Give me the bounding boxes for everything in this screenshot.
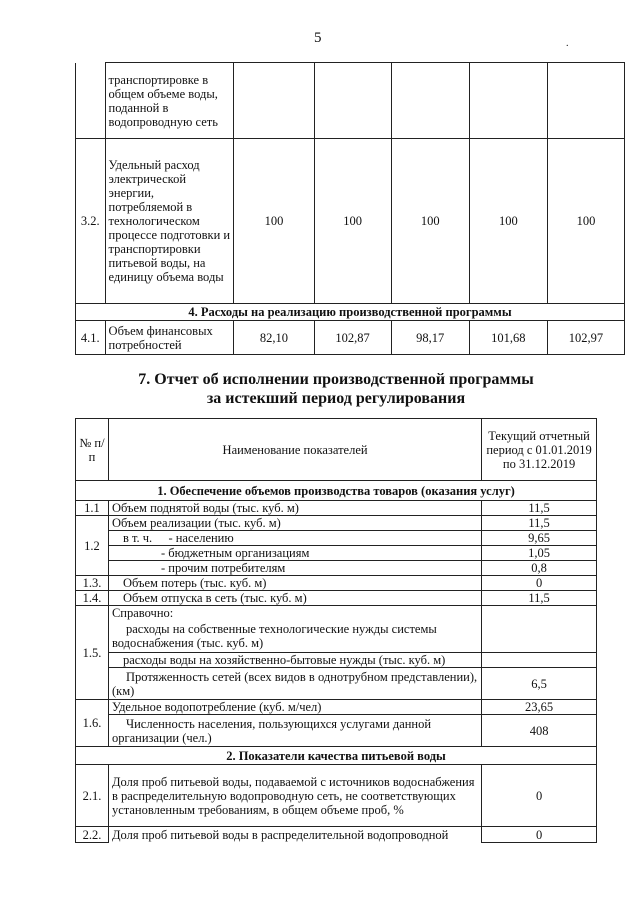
indicator-label: Доля проб питьевой воды в распределительной водопроводной [108,827,481,843]
indicator-label: Численность населения, пользующихся услугами данной организации (чел.) [108,715,481,747]
section-header-row [76,481,597,501]
header-row [76,419,597,481]
section-title: 4. Расходы на реализацию производственной программы [76,304,625,321]
table-continuation [75,62,625,355]
value-cell: 100 [469,139,547,304]
value-cell: 6,5 [482,668,597,700]
value-cell: 100 [234,139,314,304]
value-cell: 23,65 [482,700,597,715]
tech-needs-label: расходы на собственные технологические нужды системы водоснабжения (тыс. куб. м) [111,622,437,650]
row-number: 2.1. [76,765,109,827]
indicator-label: Объем поднятой воды (тыс. куб. м) [108,501,481,516]
value-cell: 101,68 [469,321,547,355]
value-cell: 11,5 [482,501,597,516]
table-row [76,561,597,576]
indicator-label: Удельное водопотребление (куб. м/чел) [108,700,481,715]
row-number [76,63,106,139]
indicator-label [108,531,481,546]
table-row [76,139,625,304]
section-title: 1. Обеспечение объемов производства товаров (оказания услуг) [76,481,597,501]
row-number: 1.3. [76,576,109,591]
value-cell: 82,10 [234,321,314,355]
table-row [76,321,625,355]
value-cell: 11,5 [482,516,597,531]
value-cell: 102,87 [314,321,391,355]
indicator-label: транспортировке в общем объеме воды, поданной в водопроводную сеть [105,63,234,139]
table-row [76,827,597,843]
indicator-label [108,606,481,653]
header-period: Текущий отчетный период с 01.01.2019 по 31.12.2019 [482,419,597,481]
value-cell: 0 [482,827,597,843]
indicator-label: Объем реализации (тыс. куб. м) [108,516,481,531]
indicator-label: Объем отпуска в сеть (тыс. куб. м) [108,591,481,606]
indicator-label: Объем потерь (тыс. куб. м) [108,576,481,591]
table-row [76,546,597,561]
row-number: 1.2 [76,516,109,576]
table-row [76,591,597,606]
section-title: 2. Показатели качества питьевой воды [76,747,597,765]
heading-line-1: 7. Отчет об исполнении производственной программы [138,371,534,388]
value-cell: 0 [482,765,597,827]
table-row [76,576,597,591]
value-cell: 9,65 [482,531,597,546]
section-header-row [76,304,625,321]
table-row [76,531,597,546]
table-row [76,501,597,516]
indicator-label: Объем финансовых потребностей [105,321,234,355]
indicator-label: Протяженность сетей (всех видов в однотрубном представлении), (км) [108,668,481,700]
value-cell: 98,17 [391,321,469,355]
header-name: Наименование показателей [108,419,481,481]
indicator-label: - прочим потребителям [108,561,481,576]
row-number: 1.5. [76,606,109,700]
value-cell: 408 [482,715,597,747]
section-header-row [76,747,597,765]
section-heading [75,370,597,408]
table-row [76,715,597,747]
page-mark: . [566,38,569,49]
indicator-label: расходы воды на хозяйственно-бытовые нужды (тыс. куб. м) [108,653,481,668]
table-row [76,668,597,700]
value-cell: 11,5 [482,591,597,606]
table-row [76,765,597,827]
indicator-label: Удельный расход электрической энергии, потребляемой в технологическом процессе подготовки и транспортировки питьевой воды, на единицу объема воды [105,139,234,304]
value-cell: 1,05 [482,546,597,561]
table-row [76,516,597,531]
row-number: 4.1. [76,321,106,355]
row-number: 1.1 [76,501,109,516]
header-number: № п/п [76,419,109,481]
indicator-label: - бюджетным организациям [108,546,481,561]
table-row [76,653,597,668]
sub-label: - населению [168,531,234,545]
value-cell: 102,97 [547,321,624,355]
value-cell: 100 [314,139,391,304]
table-row [76,606,597,653]
page-number: 5 [314,30,322,46]
sub-prefix: в т. ч. [122,531,153,545]
value-cell: 0 [482,576,597,591]
value-cell: 0,8 [482,561,597,576]
table-report [75,418,597,843]
heading-line-2: за истекший период регулирования [206,390,466,407]
row-number: 1.4. [76,591,109,606]
row-number: 1.6. [76,700,109,747]
indicator-label: Доля проб питьевой воды, подаваемой с источников водоснабжения в распределительную водопроводную сеть, не соответствующих установленным требованиям, в общем объеме проб, % [108,765,481,827]
reference-note: Справочно: [111,606,174,620]
row-number: 2.2. [76,827,109,843]
value-cell: 100 [547,139,624,304]
row-number: 3.2. [76,139,106,304]
value-cell: 100 [391,139,469,304]
table-row [76,63,625,139]
table-row [76,700,597,715]
